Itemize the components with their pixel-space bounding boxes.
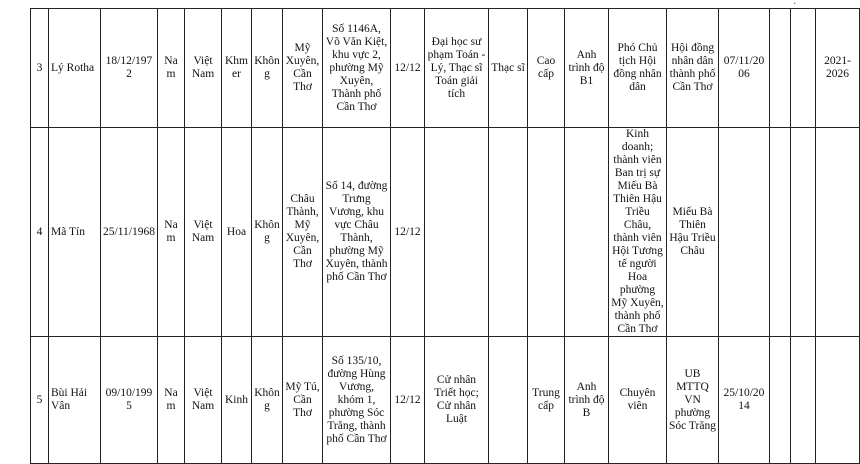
cell-gender: Nam xyxy=(158,128,185,337)
cell-foreign-language xyxy=(565,128,609,337)
cell-ethnicity: Kinh xyxy=(222,337,252,464)
cell-general-education: 12/12 xyxy=(391,128,425,337)
cell-extra-2 xyxy=(791,337,816,464)
cell-residence: Số 14, đường Trưng Vương, khu vực Châu Thành, phường Mỹ Xuyên, thành phố Cần Thơ xyxy=(323,128,391,337)
cell-political-theory xyxy=(528,128,565,337)
cell-political-theory: Trung cấp xyxy=(528,337,565,464)
cell-party-date: 25/10/2014 xyxy=(719,337,770,464)
cell-term xyxy=(816,128,860,337)
cell-gender: Nam xyxy=(158,9,185,128)
cell-workplace: Hội đồng nhân dân thành phố Cần Thơ xyxy=(667,9,719,128)
cell-workplace: UB MTTQ VN phường Sóc Trăng xyxy=(667,337,719,464)
cell-hometown: Châu Thành, Mỹ Xuyên, Cần Thơ xyxy=(283,128,323,337)
cell-term: 2021-2026 xyxy=(816,9,860,128)
cell-party-date: 07/11/2006 xyxy=(719,9,770,128)
cell-name: Bùi Hải Vân xyxy=(49,337,101,464)
cell-foreign-language: Anh trình độ B1 xyxy=(565,9,609,128)
cell-dob: 09/10/1995 xyxy=(101,337,158,464)
cell-specialty: Cử nhân Triết học; Cử nhân Luật xyxy=(425,337,489,464)
cell-nationality: Việt Nam xyxy=(185,337,222,464)
cell-name: Lý Rotha xyxy=(49,9,101,128)
cell-degree xyxy=(489,337,528,464)
table-row xyxy=(31,337,860,464)
cell-stt: 3 xyxy=(31,9,49,128)
cell-foreign-language: Anh trình độ B xyxy=(565,337,609,464)
cell-party-date xyxy=(719,128,770,337)
cell-dob: 18/12/1972 xyxy=(101,9,158,128)
cell-hometown: Mỹ Xuyên, Cần Thơ xyxy=(283,9,323,128)
cell-term xyxy=(816,337,860,464)
cell-residence: Số 135/10, đường Hùng Vương, khóm 1, phường Sóc Trăng, thành phố Cần Thơ xyxy=(323,337,391,464)
cell-stt: 4 xyxy=(31,128,49,337)
cell-dob: 25/11/1968 xyxy=(101,128,158,337)
cell-residence: Số 1146A, Võ Văn Kiệt, khu vực 2, phường Mỹ Xuyên, Thành phố Cần Thơ xyxy=(323,9,391,128)
cell-extra-1 xyxy=(770,337,791,464)
cell-specialty: Đại học sư phạm Toán - Lý, Thạc sĩ Toán giải tích xyxy=(425,9,489,128)
cell-name: Mã Tín xyxy=(49,128,101,337)
cell-occupation: Chuyên viên xyxy=(609,337,667,464)
cell-specialty xyxy=(425,128,489,337)
cell-religion: Không xyxy=(252,9,283,128)
cell-religion: Không xyxy=(252,337,283,464)
table-row xyxy=(31,128,860,337)
cell-religion: Không xyxy=(252,128,283,337)
cell-stt: 5 xyxy=(31,337,49,464)
cell-extra-2 xyxy=(791,9,816,128)
cell-hometown: Mỹ Tú, Cần Thơ xyxy=(283,337,323,464)
cell-extra-1 xyxy=(770,9,791,128)
cell-nationality: Việt Nam xyxy=(185,9,222,128)
cell-gender: Nam xyxy=(158,337,185,464)
cell-degree xyxy=(489,128,528,337)
cell-occupation: Kinh doanh; thành viên Ban trị sự Miếu Bà Thiên Hậu Triều Châu, thành viên Hội Tương tế người Hoa phường Mỹ Xuyên, thành phố Cần Thơ xyxy=(609,128,667,337)
table-row xyxy=(31,9,860,128)
candidate-table xyxy=(30,8,860,464)
cell-occupation: Phó Chủ tịch Hội đồng nhân dân xyxy=(609,9,667,128)
cell-extra-2 xyxy=(791,128,816,337)
cell-general-education: 12/12 xyxy=(391,337,425,464)
cell-ethnicity: Khmer xyxy=(222,9,252,128)
cell-extra-1 xyxy=(770,128,791,337)
cell-workplace: Miếu Bà Thiên Hậu Triều Châu xyxy=(667,128,719,337)
cell-ethnicity: Hoa xyxy=(222,128,252,337)
cell-nationality: Việt Nam xyxy=(185,128,222,337)
cell-degree: Thạc sĩ xyxy=(489,9,528,128)
scan-mark: . xyxy=(793,0,796,7)
cell-general-education: 12/12 xyxy=(391,9,425,128)
cell-political-theory: Cao cấp xyxy=(528,9,565,128)
